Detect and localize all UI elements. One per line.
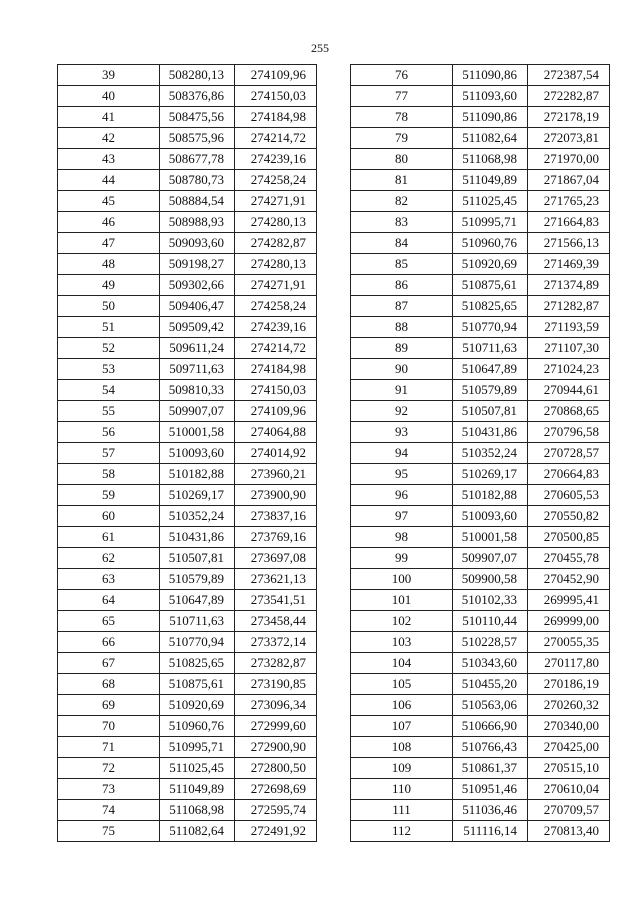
x-coordinate-cell: 511090,86 [453, 107, 528, 128]
x-coordinate-cell: 510352,24 [453, 443, 528, 464]
point-number-cell: 87 [351, 296, 453, 317]
x-coordinate-cell: 510711,63 [453, 338, 528, 359]
table-row [351, 422, 610, 443]
table-row [58, 422, 317, 443]
point-number-cell: 55 [58, 401, 160, 422]
x-coordinate-cell: 510093,60 [160, 443, 235, 464]
y-coordinate-cell: 271024,23 [528, 359, 610, 380]
x-coordinate-cell: 510343,60 [453, 653, 528, 674]
x-coordinate-cell: 510995,71 [160, 737, 235, 758]
y-coordinate-cell: 274150,03 [235, 86, 317, 107]
table-row [58, 254, 317, 275]
table-row [58, 233, 317, 254]
y-coordinate-cell: 274214,72 [235, 128, 317, 149]
table-row [351, 359, 610, 380]
table-row [351, 527, 610, 548]
y-coordinate-cell: 270055,35 [528, 632, 610, 653]
x-coordinate-cell: 509611,24 [160, 338, 235, 359]
point-number-cell: 99 [351, 548, 453, 569]
table-row [351, 632, 610, 653]
y-coordinate-cell: 274239,16 [235, 317, 317, 338]
table-row [351, 674, 610, 695]
x-coordinate-cell: 510182,88 [160, 464, 235, 485]
x-coordinate-cell: 510228,57 [453, 632, 528, 653]
x-coordinate-cell: 510825,65 [160, 653, 235, 674]
table-row [351, 464, 610, 485]
table-row [351, 485, 610, 506]
y-coordinate-cell: 273190,85 [235, 674, 317, 695]
x-coordinate-cell: 510431,86 [453, 422, 528, 443]
y-coordinate-cell: 274214,72 [235, 338, 317, 359]
y-coordinate-cell: 273769,16 [235, 527, 317, 548]
table-row [351, 506, 610, 527]
x-coordinate-cell: 510711,63 [160, 611, 235, 632]
table-row [58, 758, 317, 779]
x-coordinate-cell: 510579,89 [160, 569, 235, 590]
x-coordinate-cell: 510875,61 [160, 674, 235, 695]
y-coordinate-cell: 272491,92 [235, 821, 317, 842]
x-coordinate-cell: 510507,81 [453, 401, 528, 422]
x-coordinate-cell: 509509,42 [160, 317, 235, 338]
point-number-cell: 47 [58, 233, 160, 254]
table-row [351, 233, 610, 254]
y-coordinate-cell: 274184,98 [235, 359, 317, 380]
x-coordinate-cell: 511049,89 [160, 779, 235, 800]
x-coordinate-cell: 510352,24 [160, 506, 235, 527]
x-coordinate-cell: 509907,07 [453, 548, 528, 569]
x-coordinate-cell: 508575,96 [160, 128, 235, 149]
point-number-cell: 100 [351, 569, 453, 590]
table-row [58, 380, 317, 401]
point-number-cell: 69 [58, 695, 160, 716]
point-number-cell: 50 [58, 296, 160, 317]
y-coordinate-cell: 271970,00 [528, 149, 610, 170]
point-number-cell: 89 [351, 338, 453, 359]
x-coordinate-cell: 511090,86 [453, 65, 528, 86]
x-coordinate-cell: 510770,94 [453, 317, 528, 338]
y-coordinate-cell: 270550,82 [528, 506, 610, 527]
point-number-cell: 60 [58, 506, 160, 527]
point-number-cell: 111 [351, 800, 453, 821]
point-number-cell: 72 [58, 758, 160, 779]
point-number-cell: 105 [351, 674, 453, 695]
x-coordinate-cell: 510770,94 [160, 632, 235, 653]
table-row [58, 107, 317, 128]
y-coordinate-cell: 271566,13 [528, 233, 610, 254]
table-row [351, 380, 610, 401]
point-number-cell: 107 [351, 716, 453, 737]
table-row [351, 317, 610, 338]
table-row [351, 296, 610, 317]
x-coordinate-cell: 510960,76 [453, 233, 528, 254]
x-coordinate-cell: 511082,64 [453, 128, 528, 149]
y-coordinate-cell: 274014,92 [235, 443, 317, 464]
x-coordinate-cell: 510431,86 [160, 527, 235, 548]
point-number-cell: 84 [351, 233, 453, 254]
table-row [58, 716, 317, 737]
table-row [58, 128, 317, 149]
table-row [58, 149, 317, 170]
y-coordinate-cell: 271867,04 [528, 170, 610, 191]
point-number-cell: 78 [351, 107, 453, 128]
x-coordinate-cell: 511025,45 [160, 758, 235, 779]
table-row [58, 338, 317, 359]
y-coordinate-cell: 270500,85 [528, 527, 610, 548]
y-coordinate-cell: 271469,39 [528, 254, 610, 275]
table-row [58, 737, 317, 758]
table-row [351, 800, 610, 821]
y-coordinate-cell: 274109,96 [235, 65, 317, 86]
table-row [351, 611, 610, 632]
x-coordinate-cell: 508376,86 [160, 86, 235, 107]
y-coordinate-cell: 274239,16 [235, 149, 317, 170]
table-row [58, 170, 317, 191]
table-row [351, 569, 610, 590]
table-row [58, 653, 317, 674]
x-coordinate-cell: 509093,60 [160, 233, 235, 254]
x-coordinate-cell: 511036,46 [453, 800, 528, 821]
y-coordinate-cell: 274271,91 [235, 191, 317, 212]
x-coordinate-cell: 510110,44 [453, 611, 528, 632]
y-coordinate-cell: 270709,57 [528, 800, 610, 821]
y-coordinate-cell: 270868,65 [528, 401, 610, 422]
point-number-cell: 65 [58, 611, 160, 632]
y-coordinate-cell: 270340,00 [528, 716, 610, 737]
y-coordinate-cell: 270610,04 [528, 779, 610, 800]
table-row [58, 212, 317, 233]
point-number-cell: 95 [351, 464, 453, 485]
point-number-cell: 109 [351, 758, 453, 779]
x-coordinate-cell: 510507,81 [160, 548, 235, 569]
table-row [58, 86, 317, 107]
y-coordinate-cell: 274282,87 [235, 233, 317, 254]
table-row [58, 191, 317, 212]
x-coordinate-cell: 511082,64 [160, 821, 235, 842]
table-row [351, 548, 610, 569]
x-coordinate-cell: 510920,69 [160, 695, 235, 716]
table-row [58, 317, 317, 338]
point-number-cell: 97 [351, 506, 453, 527]
y-coordinate-cell: 274184,98 [235, 107, 317, 128]
y-coordinate-cell: 271282,87 [528, 296, 610, 317]
point-number-cell: 62 [58, 548, 160, 569]
x-coordinate-cell: 508280,13 [160, 65, 235, 86]
point-number-cell: 64 [58, 590, 160, 611]
y-coordinate-cell: 273541,51 [235, 590, 317, 611]
table-row [351, 737, 610, 758]
point-number-cell: 40 [58, 86, 160, 107]
y-coordinate-cell: 274258,24 [235, 296, 317, 317]
point-number-cell: 63 [58, 569, 160, 590]
point-number-cell: 106 [351, 695, 453, 716]
table-row [351, 254, 610, 275]
y-coordinate-cell: 270515,10 [528, 758, 610, 779]
point-number-cell: 83 [351, 212, 453, 233]
y-coordinate-cell: 272595,74 [235, 800, 317, 821]
coordinates-table-right [350, 64, 610, 842]
point-number-cell: 68 [58, 674, 160, 695]
point-number-cell: 104 [351, 653, 453, 674]
table-row [58, 65, 317, 86]
y-coordinate-cell: 272999,60 [235, 716, 317, 737]
point-number-cell: 59 [58, 485, 160, 506]
y-coordinate-cell: 269999,00 [528, 611, 610, 632]
point-number-cell: 54 [58, 380, 160, 401]
y-coordinate-cell: 274064,88 [235, 422, 317, 443]
y-coordinate-cell: 270944,61 [528, 380, 610, 401]
point-number-cell: 108 [351, 737, 453, 758]
x-coordinate-cell: 510647,89 [160, 590, 235, 611]
point-number-cell: 67 [58, 653, 160, 674]
table-row [58, 275, 317, 296]
coordinates-table-left [57, 64, 317, 842]
y-coordinate-cell: 273096,34 [235, 695, 317, 716]
point-number-cell: 66 [58, 632, 160, 653]
x-coordinate-cell: 510001,58 [160, 422, 235, 443]
y-coordinate-cell: 272282,87 [528, 86, 610, 107]
y-coordinate-cell: 274280,13 [235, 254, 317, 275]
y-coordinate-cell: 272900,90 [235, 737, 317, 758]
point-number-cell: 75 [58, 821, 160, 842]
x-coordinate-cell: 510647,89 [453, 359, 528, 380]
y-coordinate-cell: 270796,58 [528, 422, 610, 443]
point-number-cell: 112 [351, 821, 453, 842]
table-row [58, 506, 317, 527]
table-row [58, 464, 317, 485]
table-row [351, 821, 610, 842]
point-number-cell: 58 [58, 464, 160, 485]
table-row [351, 275, 610, 296]
x-coordinate-cell: 510825,65 [453, 296, 528, 317]
x-coordinate-cell: 510093,60 [453, 506, 528, 527]
x-coordinate-cell: 510563,06 [453, 695, 528, 716]
table-row [58, 296, 317, 317]
table-row [58, 611, 317, 632]
y-coordinate-cell: 273458,44 [235, 611, 317, 632]
table-row [58, 632, 317, 653]
point-number-cell: 82 [351, 191, 453, 212]
y-coordinate-cell: 273960,21 [235, 464, 317, 485]
point-number-cell: 43 [58, 149, 160, 170]
x-coordinate-cell: 509907,07 [160, 401, 235, 422]
point-number-cell: 49 [58, 275, 160, 296]
x-coordinate-cell: 508475,56 [160, 107, 235, 128]
x-coordinate-cell: 508884,54 [160, 191, 235, 212]
table-row [351, 128, 610, 149]
table-row [58, 674, 317, 695]
y-coordinate-cell: 271374,89 [528, 275, 610, 296]
x-coordinate-cell: 511068,98 [453, 149, 528, 170]
point-number-cell: 101 [351, 590, 453, 611]
point-number-cell: 41 [58, 107, 160, 128]
x-coordinate-cell: 509810,33 [160, 380, 235, 401]
y-coordinate-cell: 270728,57 [528, 443, 610, 464]
table-row [351, 590, 610, 611]
x-coordinate-cell: 510579,89 [453, 380, 528, 401]
x-coordinate-cell: 508677,78 [160, 149, 235, 170]
y-coordinate-cell: 269995,41 [528, 590, 610, 611]
y-coordinate-cell: 273372,14 [235, 632, 317, 653]
point-number-cell: 51 [58, 317, 160, 338]
point-number-cell: 44 [58, 170, 160, 191]
y-coordinate-cell: 270664,83 [528, 464, 610, 485]
point-number-cell: 74 [58, 800, 160, 821]
point-number-cell: 53 [58, 359, 160, 380]
x-coordinate-cell: 509302,66 [160, 275, 235, 296]
table-row [58, 401, 317, 422]
table-row [58, 443, 317, 464]
table-row [58, 359, 317, 380]
y-coordinate-cell: 273697,08 [235, 548, 317, 569]
x-coordinate-cell: 509711,63 [160, 359, 235, 380]
x-coordinate-cell: 510269,17 [160, 485, 235, 506]
point-number-cell: 79 [351, 128, 453, 149]
table-row [351, 443, 610, 464]
point-number-cell: 102 [351, 611, 453, 632]
table-row [351, 338, 610, 359]
y-coordinate-cell: 273282,87 [235, 653, 317, 674]
point-number-cell: 98 [351, 527, 453, 548]
x-coordinate-cell: 509406,47 [160, 296, 235, 317]
x-coordinate-cell: 510102,33 [453, 590, 528, 611]
x-coordinate-cell: 510766,43 [453, 737, 528, 758]
y-coordinate-cell: 272698,69 [235, 779, 317, 800]
point-number-cell: 88 [351, 317, 453, 338]
y-coordinate-cell: 270260,32 [528, 695, 610, 716]
point-number-cell: 48 [58, 254, 160, 275]
x-coordinate-cell: 509198,27 [160, 254, 235, 275]
point-number-cell: 46 [58, 212, 160, 233]
point-number-cell: 56 [58, 422, 160, 443]
y-coordinate-cell: 274150,03 [235, 380, 317, 401]
point-number-cell: 39 [58, 65, 160, 86]
x-coordinate-cell: 510995,71 [453, 212, 528, 233]
y-coordinate-cell: 270455,78 [528, 548, 610, 569]
table-row [351, 191, 610, 212]
y-coordinate-cell: 270813,40 [528, 821, 610, 842]
table-row [58, 800, 317, 821]
y-coordinate-cell: 274271,91 [235, 275, 317, 296]
y-coordinate-cell: 274280,13 [235, 212, 317, 233]
x-coordinate-cell: 510455,20 [453, 674, 528, 695]
point-number-cell: 86 [351, 275, 453, 296]
point-number-cell: 77 [351, 86, 453, 107]
y-coordinate-cell: 270117,80 [528, 653, 610, 674]
x-coordinate-cell: 511025,45 [453, 191, 528, 212]
y-coordinate-cell: 270452,90 [528, 569, 610, 590]
point-number-cell: 110 [351, 779, 453, 800]
point-number-cell: 85 [351, 254, 453, 275]
page-number: 255 [311, 41, 329, 55]
table-row [58, 569, 317, 590]
point-number-cell: 80 [351, 149, 453, 170]
table-row [351, 653, 610, 674]
table-row [351, 86, 610, 107]
y-coordinate-cell: 274109,96 [235, 401, 317, 422]
point-number-cell: 42 [58, 128, 160, 149]
table-row [351, 758, 610, 779]
y-coordinate-cell: 274258,24 [235, 170, 317, 191]
table-row [351, 695, 610, 716]
point-number-cell: 52 [58, 338, 160, 359]
y-coordinate-cell: 273621,13 [235, 569, 317, 590]
table-row [58, 779, 317, 800]
x-coordinate-cell: 511049,89 [453, 170, 528, 191]
x-coordinate-cell: 511116,14 [453, 821, 528, 842]
x-coordinate-cell: 508780,73 [160, 170, 235, 191]
x-coordinate-cell: 510269,17 [453, 464, 528, 485]
y-coordinate-cell: 270186,19 [528, 674, 610, 695]
y-coordinate-cell: 271193,59 [528, 317, 610, 338]
table-row [351, 170, 610, 191]
point-number-cell: 73 [58, 779, 160, 800]
table-row [58, 485, 317, 506]
point-number-cell: 76 [351, 65, 453, 86]
y-coordinate-cell: 271107,30 [528, 338, 610, 359]
x-coordinate-cell: 510875,61 [453, 275, 528, 296]
x-coordinate-cell: 510960,76 [160, 716, 235, 737]
point-number-cell: 91 [351, 380, 453, 401]
table-row [58, 821, 317, 842]
y-coordinate-cell: 272178,19 [528, 107, 610, 128]
table-row [351, 149, 610, 170]
point-number-cell: 61 [58, 527, 160, 548]
table-row [58, 590, 317, 611]
table-row [351, 779, 610, 800]
y-coordinate-cell: 271765,23 [528, 191, 610, 212]
x-coordinate-cell: 510001,58 [453, 527, 528, 548]
point-number-cell: 70 [58, 716, 160, 737]
x-coordinate-cell: 510951,46 [453, 779, 528, 800]
y-coordinate-cell: 273900,90 [235, 485, 317, 506]
point-number-cell: 81 [351, 170, 453, 191]
table-row [351, 716, 610, 737]
point-number-cell: 57 [58, 443, 160, 464]
table-row [58, 527, 317, 548]
y-coordinate-cell: 270605,53 [528, 485, 610, 506]
y-coordinate-cell: 271664,83 [528, 212, 610, 233]
x-coordinate-cell: 510182,88 [453, 485, 528, 506]
x-coordinate-cell: 510666,90 [453, 716, 528, 737]
table-row [58, 548, 317, 569]
point-number-cell: 71 [58, 737, 160, 758]
y-coordinate-cell: 273837,16 [235, 506, 317, 527]
point-number-cell: 93 [351, 422, 453, 443]
table-row [351, 212, 610, 233]
x-coordinate-cell: 508988,93 [160, 212, 235, 233]
y-coordinate-cell: 272073,81 [528, 128, 610, 149]
x-coordinate-cell: 510920,69 [453, 254, 528, 275]
point-number-cell: 90 [351, 359, 453, 380]
x-coordinate-cell: 511068,98 [160, 800, 235, 821]
point-number-cell: 45 [58, 191, 160, 212]
y-coordinate-cell: 270425,00 [528, 737, 610, 758]
y-coordinate-cell: 272387,54 [528, 65, 610, 86]
x-coordinate-cell: 511093,60 [453, 86, 528, 107]
point-number-cell: 94 [351, 443, 453, 464]
point-number-cell: 96 [351, 485, 453, 506]
x-coordinate-cell: 510861,37 [453, 758, 528, 779]
point-number-cell: 92 [351, 401, 453, 422]
table-row [58, 695, 317, 716]
table-row [351, 65, 610, 86]
point-number-cell: 103 [351, 632, 453, 653]
y-coordinate-cell: 272800,50 [235, 758, 317, 779]
table-row [351, 107, 610, 128]
x-coordinate-cell: 509900,58 [453, 569, 528, 590]
table-row [351, 401, 610, 422]
